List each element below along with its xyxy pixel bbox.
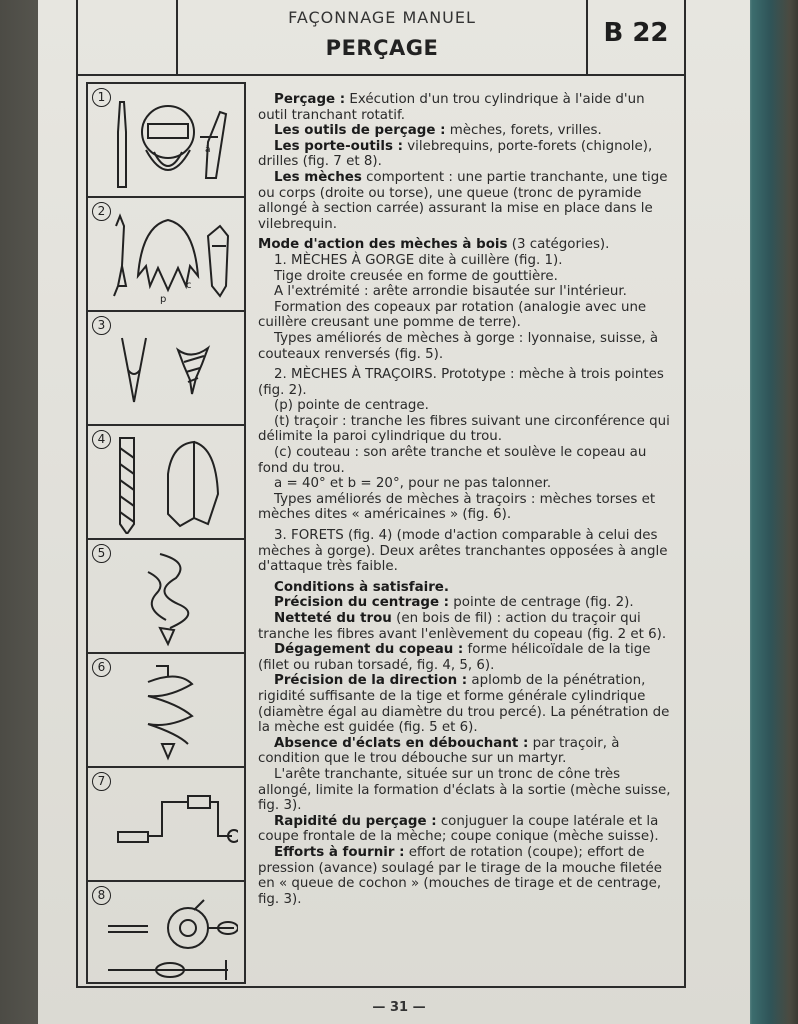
header-blank-cell [78,0,178,74]
content-frame [76,0,686,988]
brace-drawing [108,776,238,876]
section-heading: Mode d'action des mèches à bois [258,237,508,253]
text-bold: Absence d'éclats en débouchant : [274,735,529,751]
figure-column [86,82,246,984]
text-run: (3 catégories). [507,237,610,253]
figure-3 [88,312,244,426]
figure-5 [88,540,244,654]
text-line: 2. MÈCHES À TRAÇOIRS. Prototype : mèche à trois pointes (fig. 2). [258,367,664,398]
text-run: effort de rotation (coupe); effort de pression (avance) soulagé par le tirage de la mouche filetée en « queue de cochon » (mouches de tirage et de centrage, fig. 3). [258,844,662,907]
gouge-bit-drawing [108,92,238,192]
body-text [258,92,676,907]
text-run: par traçoir, à condition que le trou débouche sur un martyr. [258,735,620,767]
sheet-code: B 22 [603,18,669,48]
figure-number: 5 [92,544,111,563]
figure-number: 6 [92,658,111,677]
hand-drill-drawing [108,890,238,980]
text-run: Exécution d'un trou cylindrique à l'aide d'un outil tranchant rotatif. [258,92,645,123]
text-run: pointe de centrage (fig. 2). [449,595,634,611]
text-bold: Précision du centrage : [274,595,450,611]
text-bold: Perçage : [274,92,346,107]
figure-1 [88,84,244,198]
text-line: Types améliorés de mèches à gorge : lyonnaise, suisse, à couteaux renversés (fig. 5). [258,330,659,362]
text-run: forme hélicoïdale de la tige (filet ou ruban torsadé, fig. 4, 5, 6). [258,642,651,673]
text-run: (en bois de fil) : action du traçoir qui tranche les fibres avant l'enlèvement du copeau (fig. 2 et 6). [258,611,667,642]
text-line: A l'extrémité : arête arrondie bisautée sur l'intérieur. [274,284,627,300]
page-title: PERÇAGE [325,36,439,60]
figure-number: 8 [92,886,111,905]
twist-drill-drawing [108,434,238,534]
text-bold: Les outils de perçage : [274,123,446,139]
text-run: conjuguer la coupe latérale et la coupe frontale de la mèche; coupe conique (mèche suisse). [258,813,659,845]
text-bold: Les mèches [274,169,362,185]
swiss-bit-drawing [108,320,238,420]
page-number: — 31 — [372,1000,426,1015]
auger-bit-drawing [108,662,238,762]
text-run: mèches, forets, vrilles. [445,123,602,139]
text-line: 3. FORETS (fig. 4) (mode d'action comparable à celui des mèches à gorge). Deux arêtes tranchantes opposées à angle d'attaque très faible. [258,528,668,575]
text-line: 1. MÈCHES À GORGE dite à cuillère (fig. 1). [274,252,563,268]
text-run: comportent : une partie tranchante, une tige ou corps (droite ou torse), une queue (tronc de pyramide allongé à section carrée) assurant la mise en place dans le vilebrequin. [258,169,668,232]
text-line: Tige droite creusée en forme de gouttière. [274,268,558,284]
text-bold: Précision de la direction : [274,673,468,689]
figure-2 [88,198,244,312]
figure-number: 3 [92,316,111,335]
text-bold: Rapidité du perçage : [274,813,437,829]
text-line: a = 40° et b = 20°, pour ne pas talonner. [274,476,552,492]
text-line: L'arête tranchante, située sur un tronc de cône très allongé, limite la formation d'éclats à la sortie (mèche suisse, fig. 3). [258,766,671,814]
three-point-bit-drawing [108,206,238,306]
header [78,0,684,76]
section-heading: Conditions à satisfaire. [274,579,449,595]
lyon-bit-drawing [108,548,238,648]
text-line: (c) couteau : son arête tranche et soulève le copeau au fond du trou. [258,445,647,476]
figure-6 [88,654,244,768]
figure-number: 1 [92,88,111,107]
text-bold: Les porte-outils : [274,138,403,154]
header-supertitle: FAÇONNAGE MANUEL [288,8,476,27]
svg-text:p: p [160,294,167,305]
text-bold: Netteté du trou [274,611,392,626]
text-run: vilebrequins, porte-forets (chignole), drilles (fig. 7 et 8). [258,138,653,170]
figure-number: 7 [92,772,111,791]
figure-7 [88,768,244,882]
text-line: Formation des copeaux par rotation (analogie avec une cuillère creusant une pomme de terre). [258,299,647,331]
svg-text:c: c [186,280,192,291]
text-bold: Efforts à fournir : [274,844,405,860]
figure-number: 4 [92,430,111,449]
text-line: Types améliorés de mèches à traçoirs : mèches torses et mèches dites « américaines » (fig. 6). [258,491,656,523]
text-line: (t) traçoir : tranche les fibres suivant une circonférence qui délimite la paroi cylindrique du trou. [258,413,670,445]
text-bold: Dégagement du copeau : [274,642,464,658]
text-run: aplomb de la pénétration, rigidité suffisante de la tige et forme générale cylindrique (diamètre égal au diamètre du trou percé). La pénétration de la mèche est guidée (fig. 5 et 6). [258,673,670,736]
figure-number: 2 [92,202,111,221]
figure-4 [88,426,244,540]
figure-8 [88,882,244,982]
text-line: (p) pointe de centrage. [274,398,429,414]
svg-text:â: â [205,145,211,155]
